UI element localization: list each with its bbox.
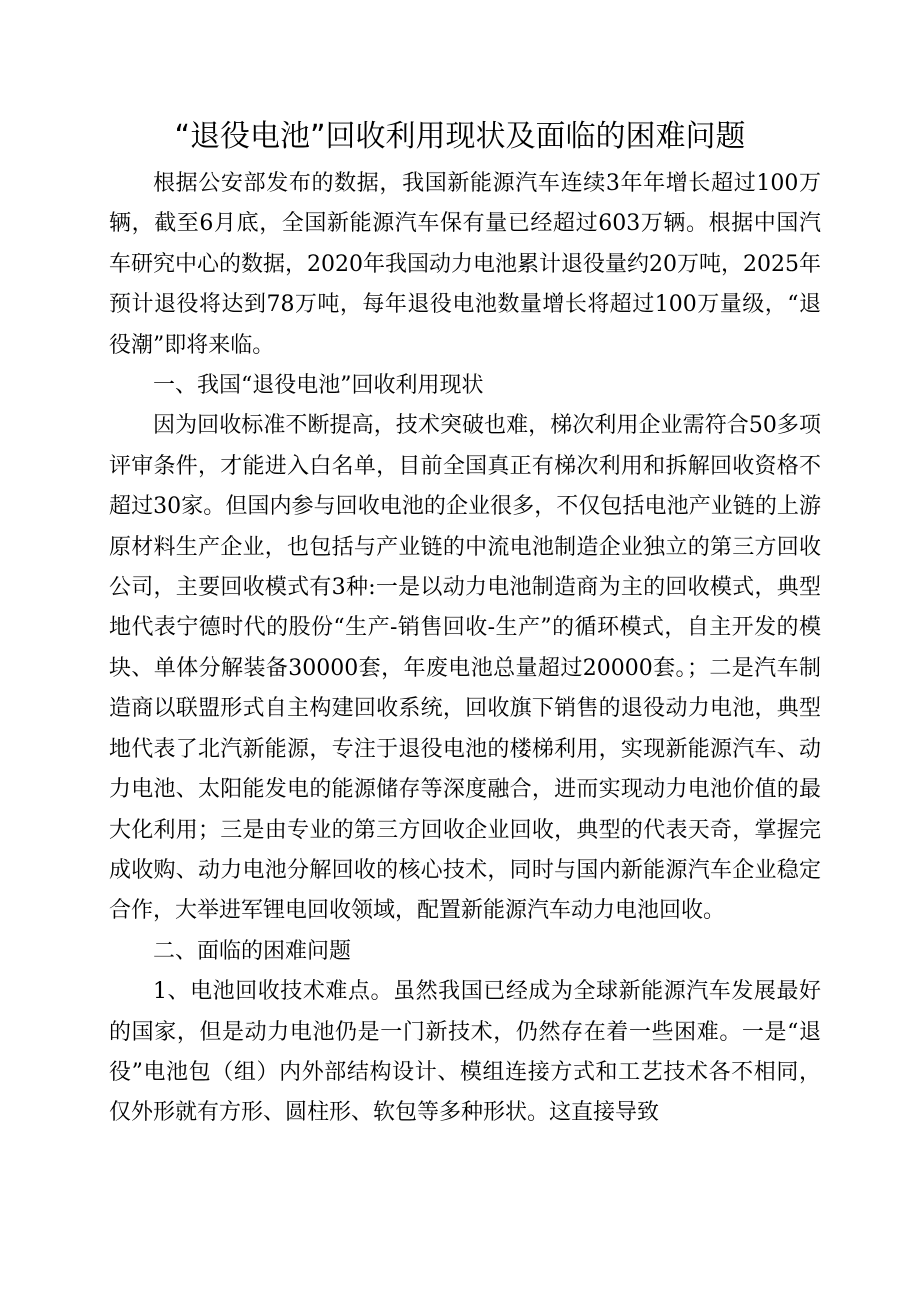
document-body xyxy=(109,164,821,1134)
section-heading-status: 一、我国“退役电池”回收利用现状 xyxy=(153,373,484,399)
paragraph-intro: 根据公安部发布的数据，我国新能源汽车连续3年年增长超过100万辆，截至6月底，全国新能源汽车保有量已经超过603万辆。根据中国汽车研究中心的数据，2020年我国动力电池累计退役量约20万吨，2025年预计退役将达到78万吨，每年退役电池数量增长将超过100万量级，“退役潮”即将来临。 xyxy=(109,171,821,358)
document-title: “退役电池”回收利用现状及面临的困难问题 xyxy=(174,119,746,154)
section-heading-problems: 二、面临的困难问题 xyxy=(153,938,352,964)
paragraph-problems: 1、电池回收技术难点。虽然我国已经成为全球新能源汽车发展最好的国家，但是动力电池仍是一门新技术，仍然存在着一些困难。一是“退役”电池包（组）内外部结构设计、模组连接方式和工艺技术各不相同，仅外形就有方形、圆柱形、软包等多种形状。这直接导致 xyxy=(109,979,821,1126)
paragraph-status: 因为回收标准不断提高，技术突破也难，梯次利用企业需符合50多项评审条件，才能进入白名单，目前全国真正有梯次利用和拆解回收资格不超过30家。但国内参与回收电池的企业很多，不仅包括电池产业链的上游原材料生产企业，也包括与产业链的中流电池制造企业独立的第三方回收公司，主要回收模式有3种:一是以动力电池制造商为主的回收模式，典型地代表宁德时代的股份“生产-销售回收-生产”的循环模式，自主开发的模块、单体分解装备30000套，年废电池总量超过20000套。；二是汽车制造商以联盟形式自主构建回收系统，回收旗下销售的退役动力电池，典型地代表了北汽新能源，专注于退役电池的楼梯利用，实现新能源汽车、动力电池、太阳能发电的能源储存等深度融合，进而实现动力电池价值的最大化利用；三是由专业的第三方回收企业回收，典型的代表天奇，掌握完成收购、动力电池分解回收的核心技术，同时与国内新能源汽车企业稳定合作，大举进军锂电回收领域，配置新能源汽车动力电池回收。 xyxy=(109,413,821,924)
